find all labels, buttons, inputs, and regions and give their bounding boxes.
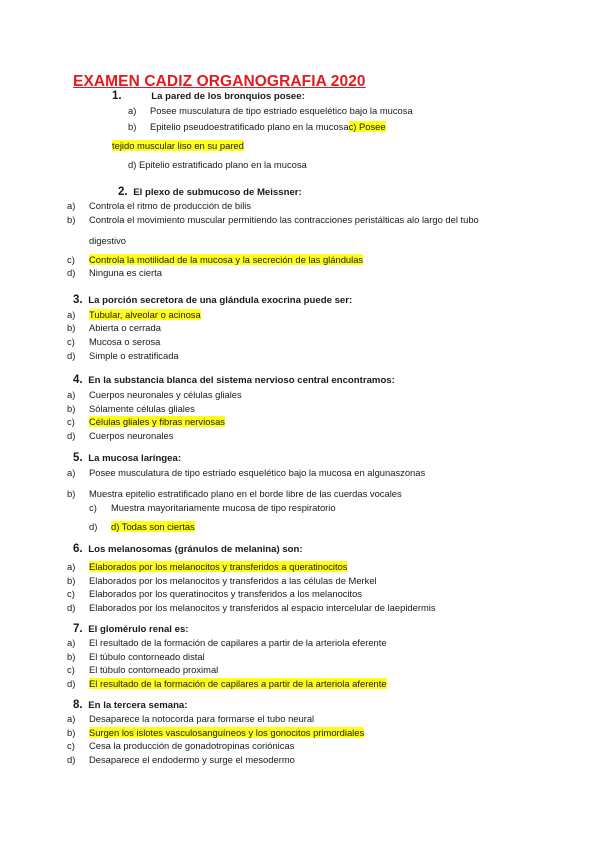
option: a) Controla el ritmo de producción de bilis xyxy=(67,200,252,211)
option: c) Células gliales y fibras nerviosas xyxy=(67,416,225,427)
question-4-header xyxy=(73,374,395,386)
option: b) Muestra epitelio estratificado plano en el borde libre de las cuerdas vocales xyxy=(67,488,402,499)
option: c) Cesa la producción de gonadotropinas coriónicas xyxy=(67,740,295,751)
question-text: La mucosa laríngea: xyxy=(88,453,182,464)
question-text: La porción secretora de una glándula exocrina puede ser: xyxy=(88,295,353,306)
question-6-header xyxy=(73,543,303,555)
question-text: El glomérulo renal es: xyxy=(88,624,189,635)
option: b) Controla el movimiento muscular permitiendo las contracciones peristálticas alo largo del tubo xyxy=(67,214,479,225)
question-number: 4. xyxy=(73,374,83,386)
highlighted-answer: El resultado de la formación de capilares a partir de la arteriola aferente xyxy=(89,678,387,689)
option: a) El resultado de la formación de capilares a partir de la arteriola eferente xyxy=(67,637,387,648)
option: c) Muestra mayoritariamente mucosa de tipo respiratorio xyxy=(89,502,336,513)
question-2-header xyxy=(118,186,302,198)
question-text: Los melanosomas (gránulos de melanina) son: xyxy=(88,544,303,555)
highlighted-answer: Células gliales y fibras nerviosas xyxy=(89,416,225,427)
option: b) Epitelio pseudoestratificado plano en la mucosac) Posee xyxy=(128,121,386,132)
option: a) Tubular, alveolar o acinosa xyxy=(67,309,201,320)
option: d) Elaborados por los melanocitos y transferidos al espacio intercelular de laepidermis xyxy=(67,602,436,613)
question-number: 7. xyxy=(73,623,83,635)
option: b) Abierta o cerrada xyxy=(67,322,161,333)
option: d) Ninguna es cierta xyxy=(67,267,162,278)
question-number: 1. xyxy=(112,90,122,102)
question-text: El plexo de submucoso de Meissner: xyxy=(133,187,302,198)
question-number: 2. xyxy=(118,186,128,198)
question-1-header xyxy=(112,90,305,102)
option: b) Elaborados por los melanocitos y transferidos a las células de Merkel xyxy=(67,575,377,586)
option: a) Posee musculatura de tipo estriado esquelético bajo la mucosa en algunaszonas xyxy=(67,467,426,478)
option: a) Elaborados por los melanocitos y transferidos a queratinocitos xyxy=(67,561,348,572)
option: a) Cuerpos neuronales y células gliales xyxy=(67,389,242,400)
question-text: En la substancia blanca del sistema nervioso central encontramos: xyxy=(88,375,395,386)
highlighted-answer: Elaborados por los melanocitos y transferidos a queratinocitos xyxy=(89,561,348,572)
option: b) El túbulo contorneado distal xyxy=(67,651,205,662)
option: b) Surgen los islotes vasculosanguíneos y los gonocitos primordiales xyxy=(67,727,365,738)
question-5-header xyxy=(73,452,181,464)
option: digestivo xyxy=(89,235,127,246)
question-3-header xyxy=(73,294,352,306)
question-text: En la tercera semana: xyxy=(88,700,188,711)
option: a) Desaparece la notocorda para formarse el tubo neural xyxy=(67,713,315,724)
option: d) Desaparece el endodermo y surge el mesodermo xyxy=(67,754,295,765)
option: c) Elaborados por los queratinocitos y transferidos a los melanocitos xyxy=(67,588,363,599)
option xyxy=(112,140,244,151)
option: b) Sólamente células gliales xyxy=(67,403,195,414)
question-number: 6. xyxy=(73,543,83,555)
highlighted-answer: Surgen los islotes vasculosanguíneos y los gonocitos primordiales xyxy=(89,727,365,738)
highlighted-answer: tejido muscular liso en su pared xyxy=(112,140,244,151)
option: c) Controla la motilidad de la mucosa y la secreción de las glándulas xyxy=(67,254,364,265)
option: a) Posee musculatura de tipo estriado esquelético bajo la mucosa xyxy=(128,105,413,116)
highlighted-answer: d) Todas son ciertas xyxy=(111,521,195,532)
question-number: 8. xyxy=(73,699,83,711)
question-number: 5. xyxy=(73,452,83,464)
option: d) d) Todas son ciertas xyxy=(89,521,195,532)
option: d) Simple o estratificada xyxy=(67,350,179,361)
page-title: EXAMEN CADIZ ORGANOGRAFIA 2020 xyxy=(73,73,366,90)
question-8-header xyxy=(73,699,187,711)
option: d) Cuerpos neuronales xyxy=(67,430,174,441)
option: d) Epitelio estratificado plano en la mucosa xyxy=(128,159,307,170)
question-text: La pared de los bronquios posee: xyxy=(151,91,305,102)
question-number: 3. xyxy=(73,294,83,306)
highlighted-answer: c) Posee xyxy=(348,121,386,132)
option: d) El resultado de la formación de capilares a partir de la arteriola aferente xyxy=(67,678,387,689)
option: c) El túbulo contorneado proximal xyxy=(67,664,219,675)
highlighted-answer: Tubular, alveolar o acinosa xyxy=(89,309,201,320)
highlighted-answer: Controla la motilidad de la mucosa y la secreción de las glándulas xyxy=(89,254,364,265)
option: c) Mucosa o serosa xyxy=(67,336,161,347)
question-7-header xyxy=(73,623,189,635)
